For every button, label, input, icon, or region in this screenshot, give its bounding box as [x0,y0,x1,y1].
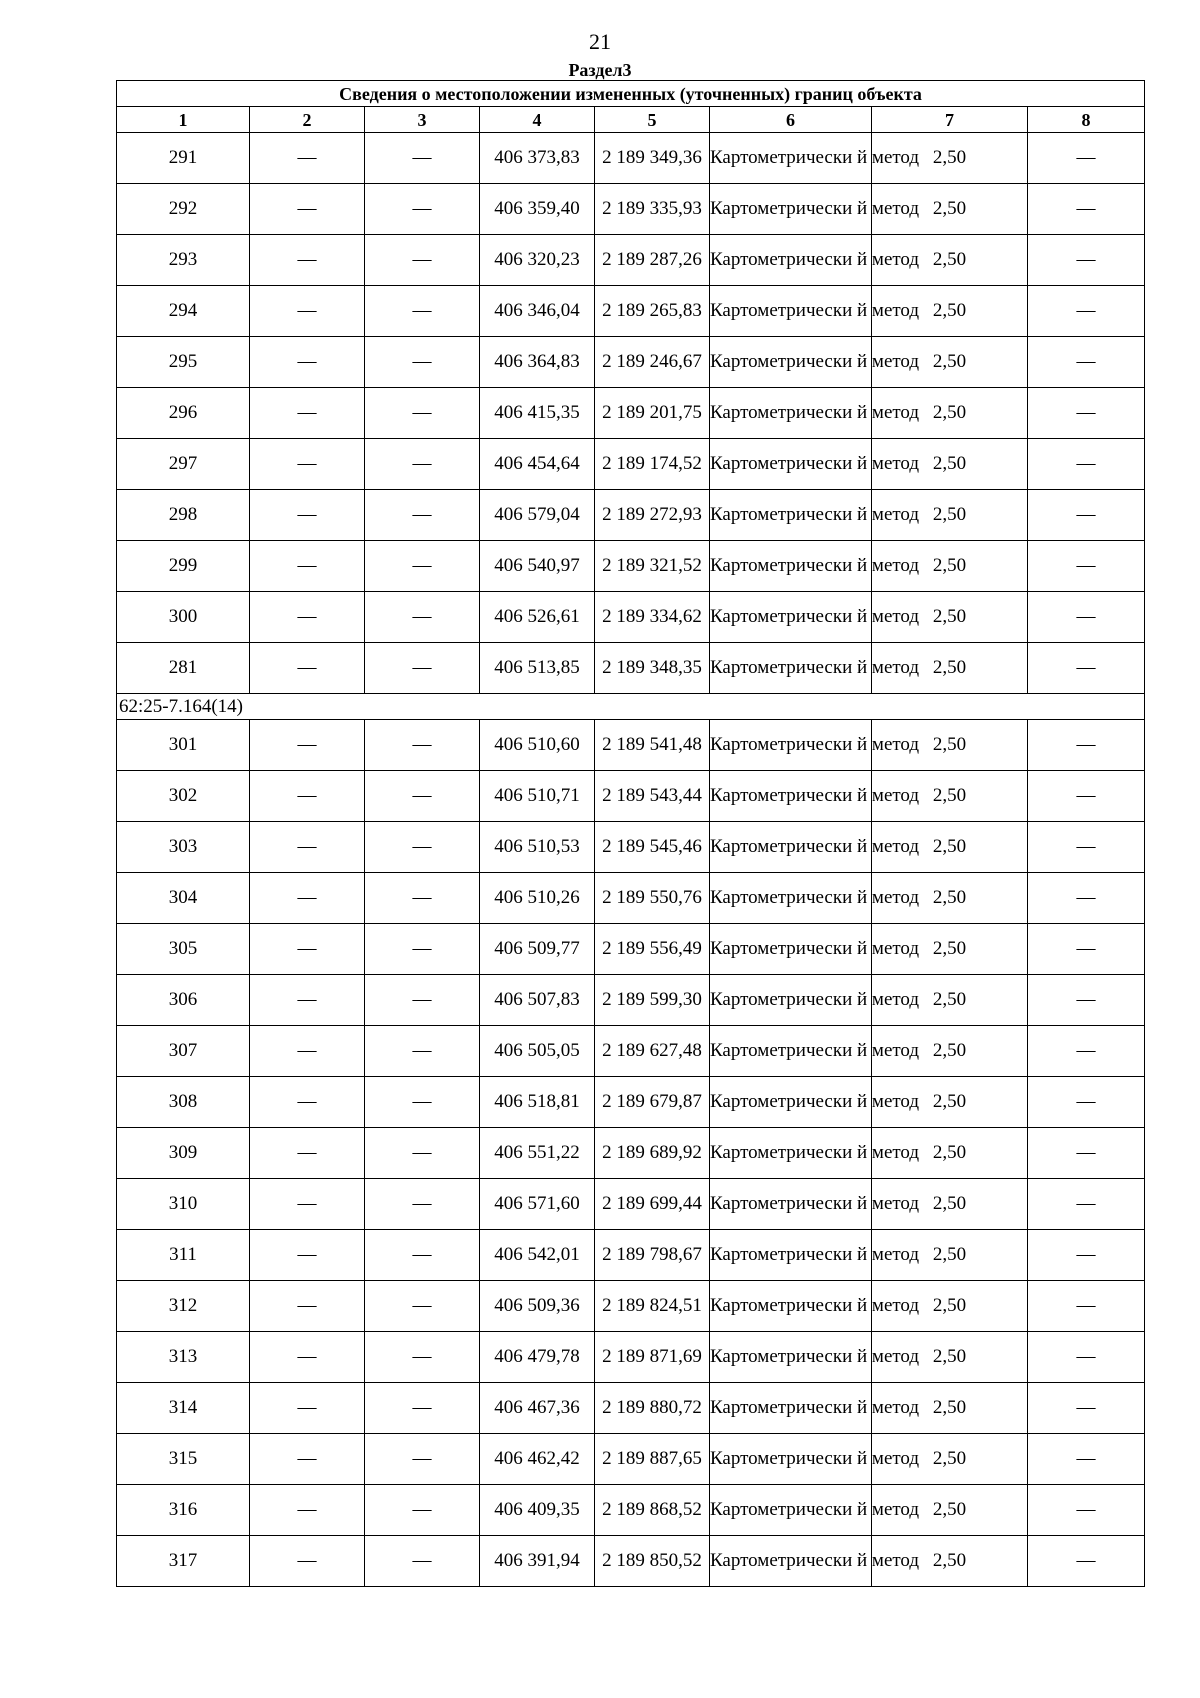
column-2-cell: — [250,1179,365,1230]
column-2-cell: — [250,541,365,592]
table-row [117,592,1145,643]
column-8-cell: — [1028,1383,1145,1434]
x-coordinate-cell: 406 409,35 [480,1485,595,1536]
column-2-cell: — [250,1281,365,1332]
method-cell: Картометрически й метод [710,1026,872,1077]
method-cell: Картометрически й метод [710,286,872,337]
accuracy-cell: 2,50 [872,541,1028,592]
table-row [117,720,1145,771]
accuracy-cell: 2,50 [872,388,1028,439]
column-8-cell: — [1028,1332,1145,1383]
method-cell: Картометрически й метод [710,1128,872,1179]
column-8-cell: — [1028,388,1145,439]
column-2-cell: — [250,822,365,873]
y-coordinate-cell: 2 189 824,51 [595,1281,710,1332]
column-8-cell: — [1028,771,1145,822]
x-coordinate-cell: 406 359,40 [480,184,595,235]
y-coordinate-cell: 2 189 599,30 [595,975,710,1026]
point-number-cell: 296 [117,388,250,439]
column-number: 6 [710,107,872,133]
table-row [117,924,1145,975]
method-cell: Картометрически й метод [710,720,872,771]
accuracy-cell: 2,50 [872,771,1028,822]
y-coordinate-cell: 2 189 174,52 [595,439,710,490]
method-cell: Картометрически й метод [710,439,872,490]
point-number-cell: 303 [117,822,250,873]
column-2-cell: — [250,592,365,643]
y-coordinate-cell: 2 189 871,69 [595,1332,710,1383]
point-number-cell: 281 [117,643,250,694]
table-row [117,1026,1145,1077]
method-cell: Картометрически й метод [710,1332,872,1383]
y-coordinate-cell: 2 189 321,52 [595,541,710,592]
accuracy-cell: 2,50 [872,975,1028,1026]
page-number: 21 [589,29,611,54]
column-8-cell: — [1028,490,1145,541]
x-coordinate-cell: 406 510,53 [480,822,595,873]
table-row [117,133,1145,184]
accuracy-cell: 2,50 [872,1281,1028,1332]
column-3-cell: — [365,184,480,235]
x-coordinate-cell: 406 509,77 [480,924,595,975]
method-cell: Картометрически й метод [710,592,872,643]
table-body [117,81,1145,1587]
column-3-cell: — [365,822,480,873]
point-number-cell: 299 [117,541,250,592]
x-coordinate-cell: 406 415,35 [480,388,595,439]
accuracy-cell: 2,50 [872,720,1028,771]
column-2-cell: — [250,1332,365,1383]
point-number-cell: 307 [117,1026,250,1077]
column-3-cell: — [365,720,480,771]
y-coordinate-cell: 2 189 246,67 [595,337,710,388]
accuracy-cell: 2,50 [872,184,1028,235]
accuracy-cell: 2,50 [872,1179,1028,1230]
column-2-cell: — [250,1434,365,1485]
column-8-cell: — [1028,975,1145,1026]
method-cell: Картометрически й метод [710,1485,872,1536]
column-2-cell: — [250,924,365,975]
table-row [117,1281,1145,1332]
group-label: 62:25-7.164(14) [117,694,1145,720]
table-row [117,541,1145,592]
column-8-cell: — [1028,1179,1145,1230]
table-row [117,439,1145,490]
group-row [117,694,1145,720]
accuracy-cell: 2,50 [872,235,1028,286]
column-2-cell: — [250,1077,365,1128]
x-coordinate-cell: 406 373,83 [480,133,595,184]
x-coordinate-cell: 406 479,78 [480,1332,595,1383]
accuracy-cell: 2,50 [872,643,1028,694]
x-coordinate-cell: 406 510,71 [480,771,595,822]
accuracy-cell: 2,50 [872,1332,1028,1383]
column-3-cell: — [365,592,480,643]
column-2-cell: — [250,286,365,337]
method-cell: Картометрически й метод [710,1434,872,1485]
column-3-cell: — [365,1485,480,1536]
point-number-cell: 297 [117,439,250,490]
column-3-cell: — [365,541,480,592]
point-number-cell: 302 [117,771,250,822]
column-3-cell: — [365,133,480,184]
x-coordinate-cell: 406 510,26 [480,873,595,924]
point-number-cell: 312 [117,1281,250,1332]
y-coordinate-cell: 2 189 545,46 [595,822,710,873]
table-row [117,490,1145,541]
point-number-cell: 301 [117,720,250,771]
column-8-cell: — [1028,1128,1145,1179]
column-3-cell: — [365,1077,480,1128]
column-3-cell: — [365,924,480,975]
column-2-cell: — [250,1230,365,1281]
point-number-cell: 304 [117,873,250,924]
y-coordinate-cell: 2 189 265,83 [595,286,710,337]
y-coordinate-cell: 2 189 541,48 [595,720,710,771]
point-number-cell: 309 [117,1128,250,1179]
y-coordinate-cell: 2 189 287,26 [595,235,710,286]
column-8-cell: — [1028,235,1145,286]
accuracy-cell: 2,50 [872,1230,1028,1281]
accuracy-cell: 2,50 [872,1383,1028,1434]
accuracy-cell: 2,50 [872,439,1028,490]
method-cell: Картометрически й метод [710,490,872,541]
column-8-cell: — [1028,924,1145,975]
column-3-cell: — [365,235,480,286]
column-8-cell: — [1028,1536,1145,1587]
point-number-cell: 300 [117,592,250,643]
column-number: 5 [595,107,710,133]
point-number-cell: 317 [117,1536,250,1587]
point-number-cell: 294 [117,286,250,337]
table-row [117,235,1145,286]
method-cell: Картометрически й метод [710,1383,872,1434]
method-cell: Картометрически й метод [710,643,872,694]
column-8-cell: — [1028,337,1145,388]
column-8-cell: — [1028,873,1145,924]
method-cell: Картометрически й метод [710,133,872,184]
column-8-cell: — [1028,1281,1145,1332]
column-3-cell: — [365,337,480,388]
column-2-cell: — [250,235,365,286]
point-number-cell: 293 [117,235,250,286]
x-coordinate-cell: 406 579,04 [480,490,595,541]
column-number: 4 [480,107,595,133]
table-row [117,1383,1145,1434]
column-2-cell: — [250,490,365,541]
y-coordinate-cell: 2 189 798,67 [595,1230,710,1281]
column-2-cell: — [250,1026,365,1077]
y-coordinate-cell: 2 189 272,93 [595,490,710,541]
column-2-cell: — [250,337,365,388]
table-row [117,1332,1145,1383]
point-number-cell: 292 [117,184,250,235]
point-number-cell: 305 [117,924,250,975]
y-coordinate-cell: 2 189 550,76 [595,873,710,924]
x-coordinate-cell: 406 571,60 [480,1179,595,1230]
column-2-cell: — [250,184,365,235]
x-coordinate-cell: 406 320,23 [480,235,595,286]
column-3-cell: — [365,1383,480,1434]
column-2-cell: — [250,643,365,694]
table-row [117,975,1145,1026]
column-number: 7 [872,107,1028,133]
accuracy-cell: 2,50 [872,337,1028,388]
accuracy-cell: 2,50 [872,1128,1028,1179]
x-coordinate-cell: 406 526,61 [480,592,595,643]
column-3-cell: — [365,439,480,490]
method-cell: Картометрически й метод [710,873,872,924]
accuracy-cell: 2,50 [872,1434,1028,1485]
point-number-cell: 306 [117,975,250,1026]
column-3-cell: — [365,1128,480,1179]
accuracy-cell: 2,50 [872,924,1028,975]
method-cell: Картометрически й метод [710,1230,872,1281]
column-2-cell: — [250,771,365,822]
point-number-cell: 313 [117,1332,250,1383]
column-8-cell: — [1028,1434,1145,1485]
x-coordinate-cell: 406 542,01 [480,1230,595,1281]
y-coordinate-cell: 2 189 201,75 [595,388,710,439]
point-number-cell: 315 [117,1434,250,1485]
table-row [117,643,1145,694]
method-cell: Картометрически й метод [710,924,872,975]
column-8-cell: — [1028,822,1145,873]
table-caption: Сведения о местоположении измененных (уточненных) границ объекта [117,81,1145,107]
column-8-cell: — [1028,1077,1145,1128]
column-2-cell: — [250,975,365,1026]
y-coordinate-cell: 2 189 699,44 [595,1179,710,1230]
column-8-cell: — [1028,592,1145,643]
table-row [117,1077,1145,1128]
column-3-cell: — [365,1230,480,1281]
x-coordinate-cell: 406 505,05 [480,1026,595,1077]
method-cell: Картометрически й метод [710,388,872,439]
y-coordinate-cell: 2 189 868,52 [595,1485,710,1536]
column-3-cell: — [365,1281,480,1332]
table-row [117,286,1145,337]
y-coordinate-cell: 2 189 880,72 [595,1383,710,1434]
method-cell: Картометрически й метод [710,1179,872,1230]
table-row [117,337,1145,388]
x-coordinate-cell: 406 364,83 [480,337,595,388]
method-cell: Картометрически й метод [710,771,872,822]
table-row [117,1179,1145,1230]
table-row [117,1485,1145,1536]
point-number-cell: 316 [117,1485,250,1536]
y-coordinate-cell: 2 189 556,49 [595,924,710,975]
method-cell: Картометрически й метод [710,184,872,235]
table-row [117,1128,1145,1179]
column-number: 1 [117,107,250,133]
column-number: 8 [1028,107,1145,133]
table-row [117,1434,1145,1485]
column-3-cell: — [365,286,480,337]
x-coordinate-cell: 406 391,94 [480,1536,595,1587]
x-coordinate-cell: 406 513,85 [480,643,595,694]
accuracy-cell: 2,50 [872,873,1028,924]
accuracy-cell: 2,50 [872,1026,1028,1077]
point-number-cell: 308 [117,1077,250,1128]
point-number-cell: 310 [117,1179,250,1230]
table-row [117,388,1145,439]
method-cell: Картометрически й метод [710,1536,872,1587]
y-coordinate-cell: 2 189 349,36 [595,133,710,184]
column-8-cell: — [1028,541,1145,592]
method-cell: Картометрически й метод [710,822,872,873]
x-coordinate-cell: 406 551,22 [480,1128,595,1179]
point-number-cell: 295 [117,337,250,388]
accuracy-cell: 2,50 [872,490,1028,541]
point-number-cell: 314 [117,1383,250,1434]
y-coordinate-cell: 2 189 850,52 [595,1536,710,1587]
column-8-cell: — [1028,133,1145,184]
column-3-cell: — [365,1179,480,1230]
point-number-cell: 311 [117,1230,250,1281]
column-8-cell: — [1028,439,1145,490]
point-number-cell: 298 [117,490,250,541]
x-coordinate-cell: 406 507,83 [480,975,595,1026]
column-2-cell: — [250,439,365,490]
accuracy-cell: 2,50 [872,133,1028,184]
column-8-cell: — [1028,1026,1145,1077]
column-2-cell: — [250,873,365,924]
column-2-cell: — [250,1128,365,1179]
y-coordinate-cell: 2 189 543,44 [595,771,710,822]
column-2-cell: — [250,1383,365,1434]
column-8-cell: — [1028,1485,1145,1536]
x-coordinate-cell: 406 346,04 [480,286,595,337]
accuracy-cell: 2,50 [872,1536,1028,1587]
column-8-cell: — [1028,1230,1145,1281]
column-3-cell: — [365,771,480,822]
x-coordinate-cell: 406 454,64 [480,439,595,490]
table-row [117,771,1145,822]
method-cell: Картометрически й метод [710,541,872,592]
column-8-cell: — [1028,184,1145,235]
column-3-cell: — [365,388,480,439]
column-8-cell: — [1028,643,1145,694]
column-3-cell: — [365,490,480,541]
method-cell: Картометрически й метод [710,1281,872,1332]
column-3-cell: — [365,643,480,694]
method-cell: Картометрически й метод [710,235,872,286]
table-row [117,873,1145,924]
y-coordinate-cell: 2 189 887,65 [595,1434,710,1485]
column-2-cell: — [250,720,365,771]
boundary-coordinates-table [116,80,1145,1587]
column-3-cell: — [365,873,480,924]
column-3-cell: — [365,1332,480,1383]
y-coordinate-cell: 2 189 335,93 [595,184,710,235]
accuracy-cell: 2,50 [872,286,1028,337]
y-coordinate-cell: 2 189 679,87 [595,1077,710,1128]
table-row [117,1230,1145,1281]
accuracy-cell: 2,50 [872,1077,1028,1128]
y-coordinate-cell: 2 189 627,48 [595,1026,710,1077]
accuracy-cell: 2,50 [872,1485,1028,1536]
column-number: 3 [365,107,480,133]
table-caption-row [117,81,1145,107]
x-coordinate-cell: 406 509,36 [480,1281,595,1332]
column-2-cell: — [250,1485,365,1536]
column-3-cell: — [365,1434,480,1485]
column-2-cell: — [250,133,365,184]
column-2-cell: — [250,1536,365,1587]
column-3-cell: — [365,1026,480,1077]
x-coordinate-cell: 406 462,42 [480,1434,595,1485]
x-coordinate-cell: 406 518,81 [480,1077,595,1128]
column-3-cell: — [365,1536,480,1587]
column-8-cell: — [1028,286,1145,337]
column-number: 2 [250,107,365,133]
y-coordinate-cell: 2 189 348,35 [595,643,710,694]
accuracy-cell: 2,50 [872,592,1028,643]
x-coordinate-cell: 406 467,36 [480,1383,595,1434]
column-3-cell: — [365,975,480,1026]
table-row [117,184,1145,235]
point-number-cell: 291 [117,133,250,184]
column-number-row [117,107,1145,133]
x-coordinate-cell: 406 540,97 [480,541,595,592]
section-title: Раздел3 [568,60,632,80]
method-cell: Картометрически й метод [710,975,872,1026]
y-coordinate-cell: 2 189 334,62 [595,592,710,643]
accuracy-cell: 2,50 [872,822,1028,873]
x-coordinate-cell: 406 510,60 [480,720,595,771]
y-coordinate-cell: 2 189 689,92 [595,1128,710,1179]
method-cell: Картометрически й метод [710,1077,872,1128]
method-cell: Картометрически й метод [710,337,872,388]
table-row [117,1536,1145,1587]
column-2-cell: — [250,388,365,439]
column-8-cell: — [1028,720,1145,771]
table-row [117,822,1145,873]
